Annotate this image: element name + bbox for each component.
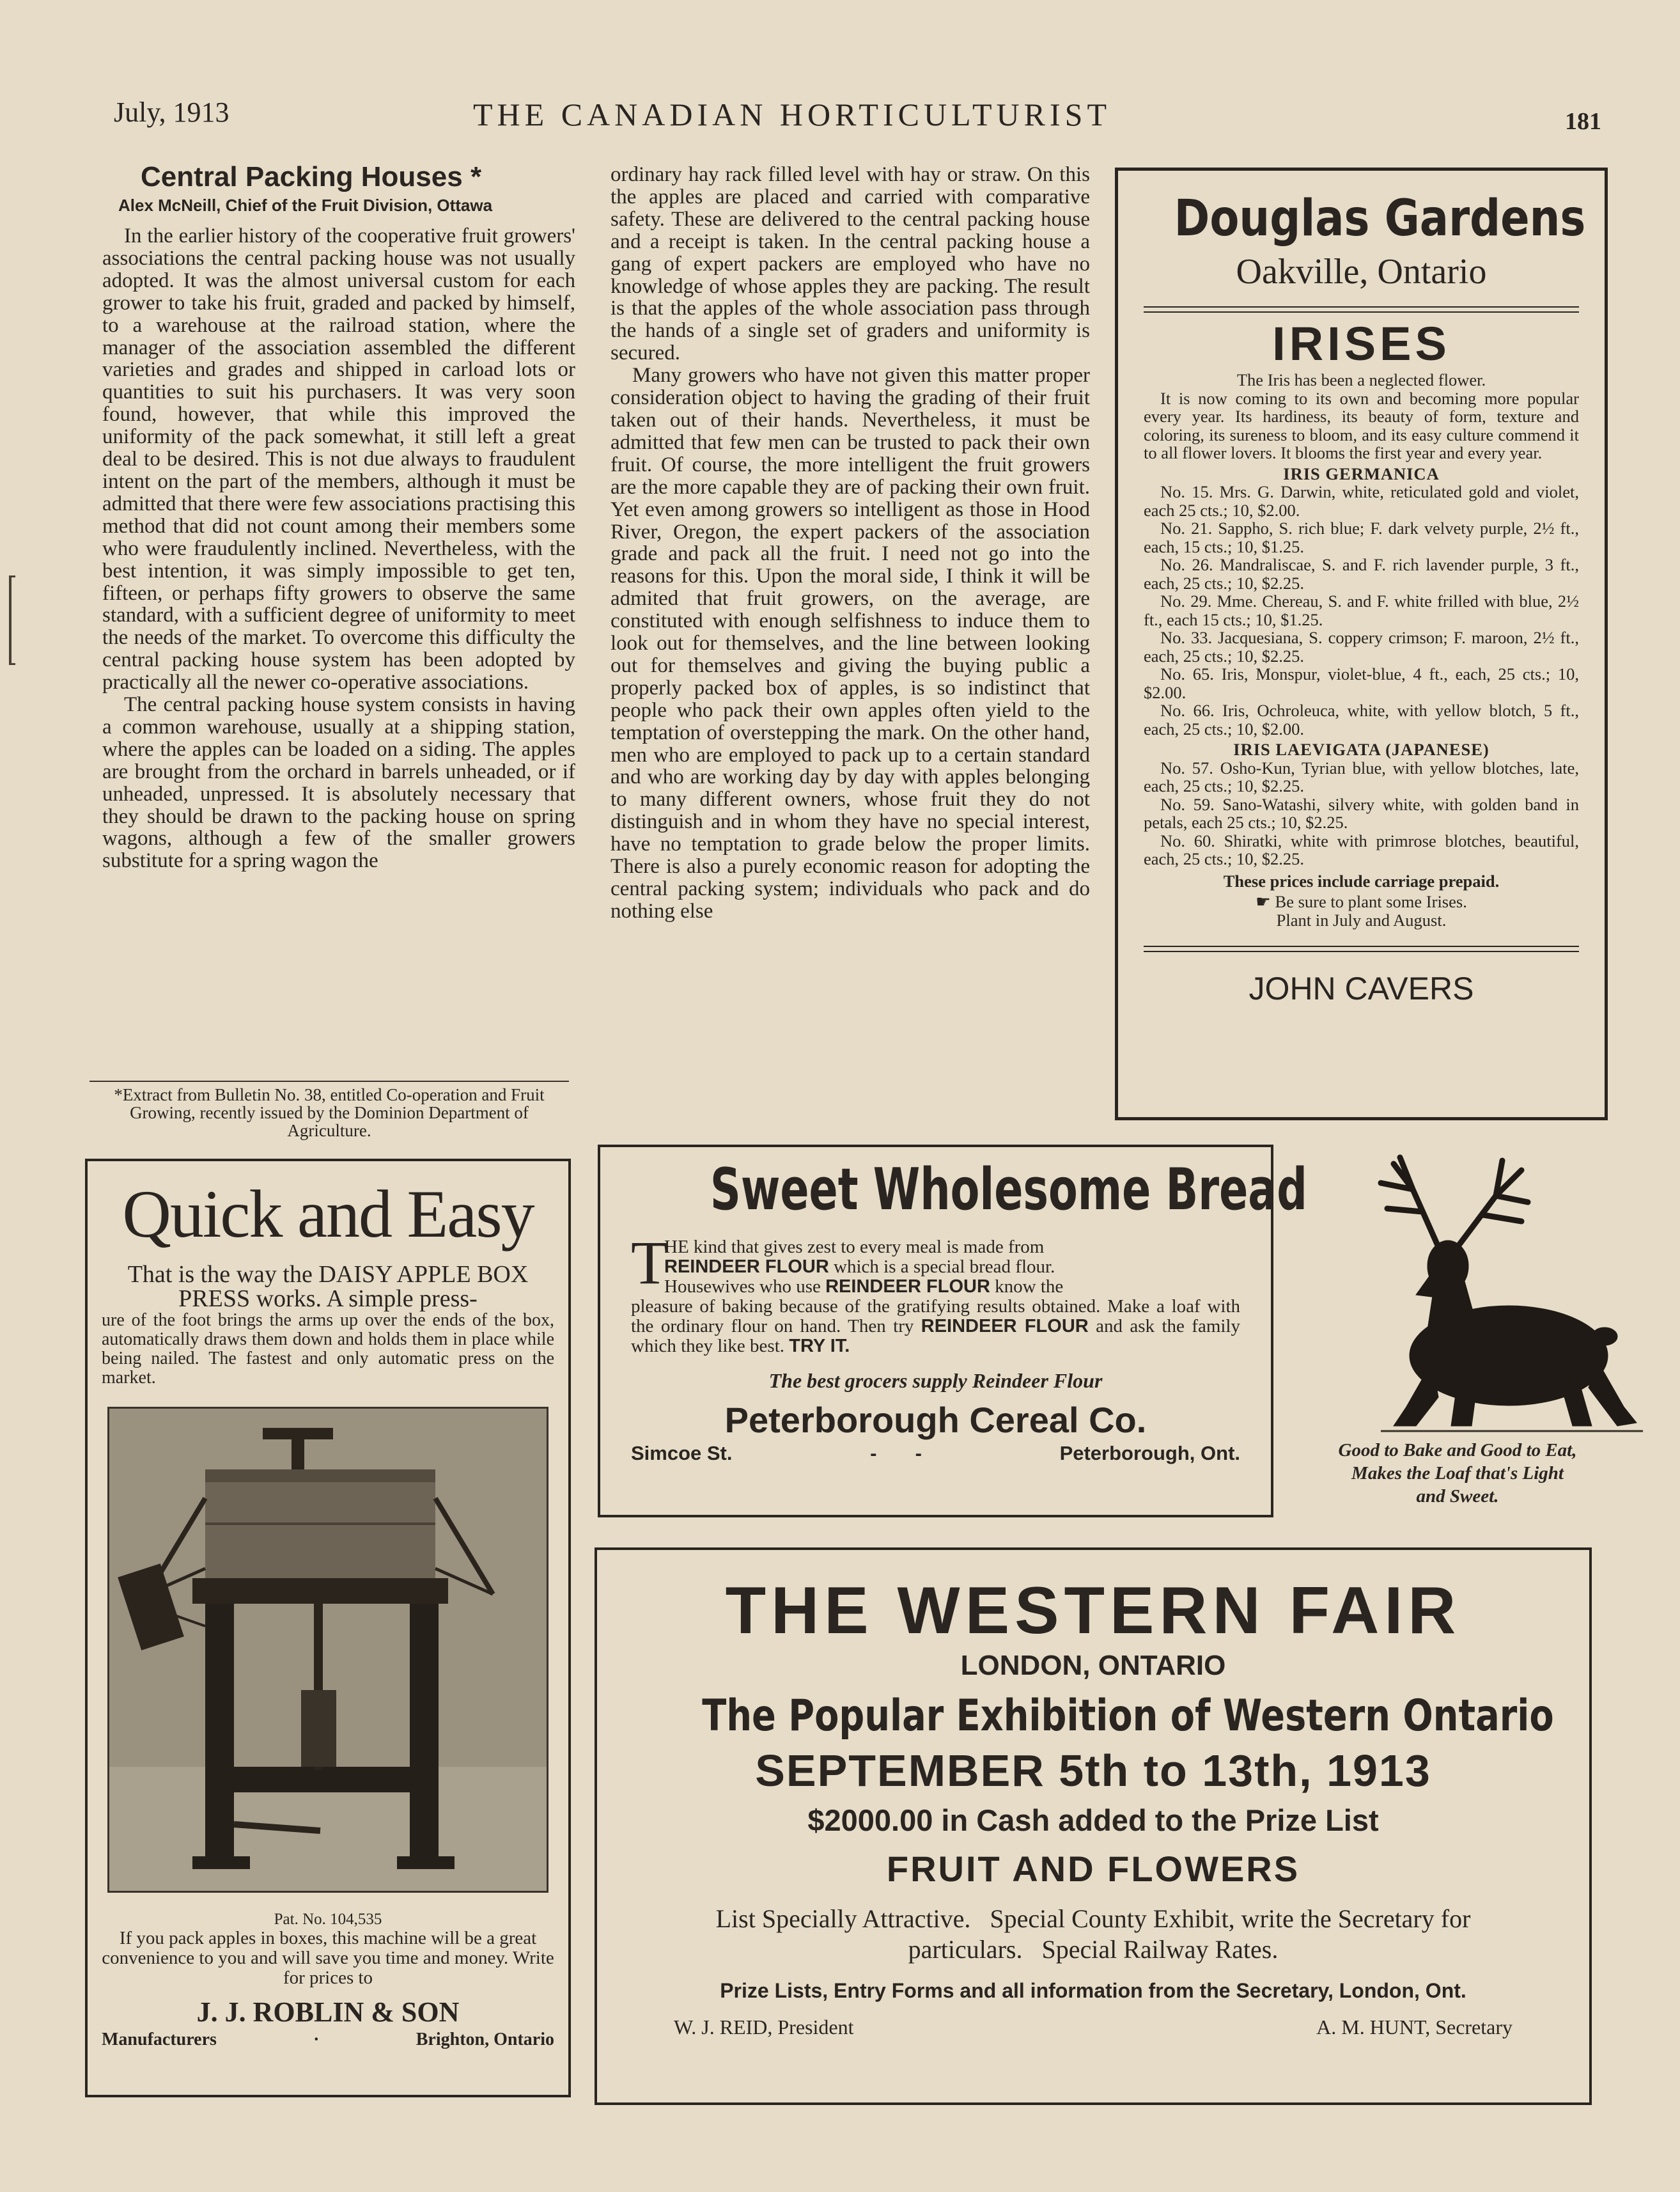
reindeer-flour-ad (598, 1145, 1307, 1517)
list-item: No. 65. Iris, Monspur, violet-blue, 4 ft., each, 25 cts.; 10, $2.00. (1144, 664, 1579, 702)
fair-theme: FRUIT AND FLOWERS (886, 1849, 1300, 1889)
prices-note: These prices include carriage prepaid. (1223, 871, 1500, 891)
article-paragraph: ordinary hay rack filled level with hay or straw. On this the apples are placed and carried with comparative safety. These are delivered to the central packing house and a receipt is taken. In the central packing house a gang of expert packers are employed who have no knowledge of whose apples they are packing. The result is that the apples of the whole association pass through the hands of a single set of graders and uniformity is secured. (611, 163, 1090, 365)
ad-text: If you pack apples in boxes, this machine will be a great convenience to you and will save you time and money. Write for prices to (102, 1928, 554, 1988)
call-to-action: TRY IT. (789, 1336, 850, 1356)
reindeer-caption (1285, 1439, 1630, 1508)
ad-body: ure of the foot brings the arms up over the ends of the box, automatically draws them down and holds them in place while being nailed. The fastest and only automatic press on the market. (102, 1310, 554, 1388)
article-column-1 (102, 225, 575, 872)
article-byline: Alex McNeill, Chief of the Fruit Division, Ottawa (118, 196, 493, 215)
article-column-2 (611, 164, 1090, 923)
binding-mark (9, 575, 15, 665)
fair-dates: SEPTEMBER 5th to 13th, 1913 (755, 1746, 1431, 1796)
fair-officers (616, 2016, 1570, 2039)
brand-name: REINDEER FLOUR (664, 1256, 829, 1277)
ad-title: Sweet Wholesome Bread (710, 1156, 1307, 1223)
ad-body (1144, 371, 1579, 929)
prize-cash: $2000.00 in Cash added to the Prize List (807, 1803, 1379, 1837)
planting-note (1144, 893, 1579, 911)
footnote-rule (89, 1081, 569, 1082)
article-paragraph: In the earlier history of the cooperative fruit growers' associations the central packing house was not usually adopted. It was the almost universal custom for each grower to take his fruit, graded and packed by himself, to a warehouse at the railroad station, where the manager of the association assembled the different varieties and grades and shipped in carload lots or quantities to suit his purchasers. It was very soon found, however, that while this improved the uniformity of the pack somewhat, it still left a great deal to be desired. This is not due always to fraudulent intent on the part of the members, although it must be admitted that there were few associations practising this method that did not count among their members some who were fraudulently inclined. Nevertheless, with the best intention, it was simply impossible to get ten, fifteen, or perhaps fifty growers to observe the same standard, with a sufficient degree of uniformity to meet the needs of the market. To overcome this difficulty the central packing house system has been adopted by practically all the newer co-operative associations. (102, 224, 575, 694)
reindeer-illustration (1304, 1151, 1649, 1445)
caption-line: Good to Bake and Good to Eat, (1338, 1440, 1577, 1460)
list-item: No. 15. Mrs. G. Darwin, white, reticulated gold and violet, each 25 cts.; 10, $2.00. (1144, 482, 1579, 520)
article-title: Central Packing Houses * (141, 161, 482, 192)
ad-title: Quick and Easy (122, 1177, 534, 1251)
section-heading-laevigata: IRIS LAEVIGATA (JAPANESE) (1233, 740, 1489, 759)
fair-details (616, 1904, 1570, 1965)
article-paragraph: Many growers who have not given this matter proper consideration object to having the grading of their fruit taken out of their hands. Nevertheless, it must be admitted that few men can be trusted to pack their own fruit. Of course, the more intelligent the fruit growers are the more capable they are of packing their own fruit. Yet even among growers so intelligent as those in Hood River, Oregon, the expert packers of the association grade and pack all the fruit. I need not go into the reasons for this. Upon the moral side, I think it will be admited that fruit growers, on the average, are constituted with enough selfishness to induce them to look out for themselves, and the line between looking out for themselves and giving the buying public a properly packed box of apples, is so indistinct that people who pack their own apples often yield to the temptation of overstepping the mark. On the other hand, men who are employed to pack up to a certain standard and who are working day by day with apples belonging to many different owners, whose fruit they do not distinguish and in whom they have no special interest, have no temptation to grade below the proper limits. There is also a purely economic reason for adopting the central packing system; individuals who pack and do nothing else (611, 364, 1090, 923)
ad-body (631, 1228, 1240, 1356)
firm-location: Brighton, Ontario (416, 2030, 554, 2049)
separator-dot: · (313, 2030, 320, 2049)
apple-box-press-illustration (109, 1409, 548, 1893)
patent-number: Pat. No. 104,535 (274, 1911, 382, 1928)
ad-heading: IRISES (1272, 317, 1451, 370)
brand-name: REINDEER FLOUR (825, 1276, 990, 1297)
ad-intro-paragraph: It is now coming to its own and becoming more popular every year. Its hardiness, its beauty of form, texture and coloring, its sureness to bloom, and its easy culture commend it to all flower lovers. It blooms the first year and every year. (1144, 388, 1579, 462)
secretary: A. M. HUNT, Secretary (1316, 2016, 1513, 2039)
double-rule (1144, 306, 1579, 313)
western-fair-ad (595, 1547, 1592, 2105)
planting-note-line2: Plant in July and August. (1276, 910, 1447, 930)
ad-title: THE WESTERN FAIR (725, 1574, 1461, 1648)
section-heading-germanica: IRIS GERMANICA (1283, 464, 1440, 483)
ad-location: Oakville, Ontario (1236, 252, 1487, 292)
ad-line (631, 1277, 1240, 1297)
list-item: No. 21. Sappho, S. rich blue; F. dark velvety purple, 2½ ft., each, 15 cts.; 10, $1.25. (1144, 519, 1579, 556)
ad-line: HE kind that gives zest to every meal is made from (664, 1237, 1045, 1257)
double-rule (1144, 946, 1579, 952)
issue-date: July, 1913 (114, 97, 229, 128)
brand-name: REINDEER FLOUR (921, 1316, 1089, 1336)
magazine-title: THE CANADIAN HORTICULTURIST (473, 97, 1112, 132)
ad-title: Douglas Gardens (1174, 190, 1586, 247)
list-item: No. 26. Mandraliscae, S. and F. rich lavender purple, 3 ft., each, 25 cts.; 10, $2.25. (1144, 555, 1579, 593)
fair-contact: Prize Lists, Entry Forms and all information from the Secretary, London, Ont. (720, 1979, 1466, 2002)
firm-role: Manufacturers (102, 2030, 217, 2049)
ad-text: and ask the family which they like best. (631, 1316, 1240, 1356)
ad-intro-line: The Iris has been a neglected flower. (1236, 370, 1486, 389)
ad-text: pleasure of baking because of the gratifying results obtained. Make a loaf with the ordinary flour on hand. Then try (631, 1296, 1240, 1336)
ad-tagline: The best grocers supply Reindeer Flour (768, 1369, 1103, 1392)
ad-text: know the (990, 1276, 1064, 1297)
douglas-gardens-ad (1115, 168, 1608, 1120)
article-paragraph: The central packing house system consists in having a common warehouse, usually at a shipping station, where the apples can be loaded on a siding. The apples are brought from the orchard in barrels unheaded, or if unheaded, unpressed. It is absolutely necessary that they should be drawn to the packing house on spring wagons, although a few of the smaller growers substitute for a spring wagon the (102, 693, 575, 873)
caption-line: Makes the Loaf that's Light (1351, 1463, 1564, 1484)
list-item: No. 29. Mme. Chereau, S. and F. white frilled with blue, 2½ ft., each 15 cts.; 10, $1.25. (1144, 591, 1579, 629)
quick-and-easy-ad (85, 1159, 571, 2097)
list-item: No. 60. Shiratki, white with primrose blotches, beautiful, each, 25 cts.; 10, $2.25. (1144, 831, 1579, 868)
city: Peterborough, Ont. (1059, 1442, 1240, 1464)
caption-line: and Sweet. (1416, 1486, 1499, 1507)
planting-note-line1: Be sure to plant some Irises. (1275, 892, 1467, 911)
ad-line (631, 1257, 1240, 1277)
detail-line: particulars. Special Railway Rates. (908, 1935, 1279, 1964)
firm-name: J. J. ROBLIN & SON (196, 1996, 460, 2028)
address-dash: - - (870, 1442, 922, 1464)
company-address (631, 1442, 1240, 1465)
ad-intro: That is the way the DAISY APPLE BOX PRESS works. A simple press- (127, 1261, 529, 1312)
list-item: No. 57. Osho-Kun, Tyrian blue, with yellow blotches, late, each, 25 cts.; 10, $2.25. (1144, 758, 1579, 795)
apple-box-press-photo (107, 1407, 548, 1893)
page-number: 181 (1565, 108, 1601, 135)
list-item: No. 66. Iris, Ochroleuca, white, with yellow blotch, 5 ft., each, 25 cts.; 10, $2.00. (1144, 701, 1579, 739)
ad-text: Housewives who use (664, 1276, 826, 1297)
president: W. J. REID, President (674, 2016, 854, 2039)
ad-line (631, 1297, 1240, 1356)
street: Simcoe St. (631, 1442, 733, 1464)
drop-cap: T (631, 1228, 669, 1297)
list-item: No. 33. Jacquesiana, S. coppery crimson; F. maroon, 2½ ft., each, 25 cts.; 10, $2.25. (1144, 628, 1579, 666)
detail-line: List Specially Attractive. Special County Exhibit, write the Secretary for (715, 1904, 1471, 1933)
list-item: No. 59. Sano-Watashi, silvery white, with golden band in petals, each 25 cts.; 10, $2.25. (1144, 794, 1579, 832)
ad-text: which is a special bread flour. (828, 1256, 1055, 1277)
company-name: Peterborough Cereal Co. (724, 1400, 1147, 1440)
article-footnote: *Extract from Bulletin No. 38, entitled Co-operation and Fruit Growing, recently issued by the Dominion Department of Agriculture. (114, 1085, 545, 1140)
ad-location: LONDON, ONTARIO (960, 1650, 1226, 1681)
ad-tagline: The Popular Exhibition of Western Ontario (702, 1691, 1554, 1741)
firm-footer (102, 2030, 554, 2050)
ad-owner: JOHN CAVERS (1248, 971, 1474, 1006)
pointing-hand-icon: ☛ (1256, 892, 1271, 911)
